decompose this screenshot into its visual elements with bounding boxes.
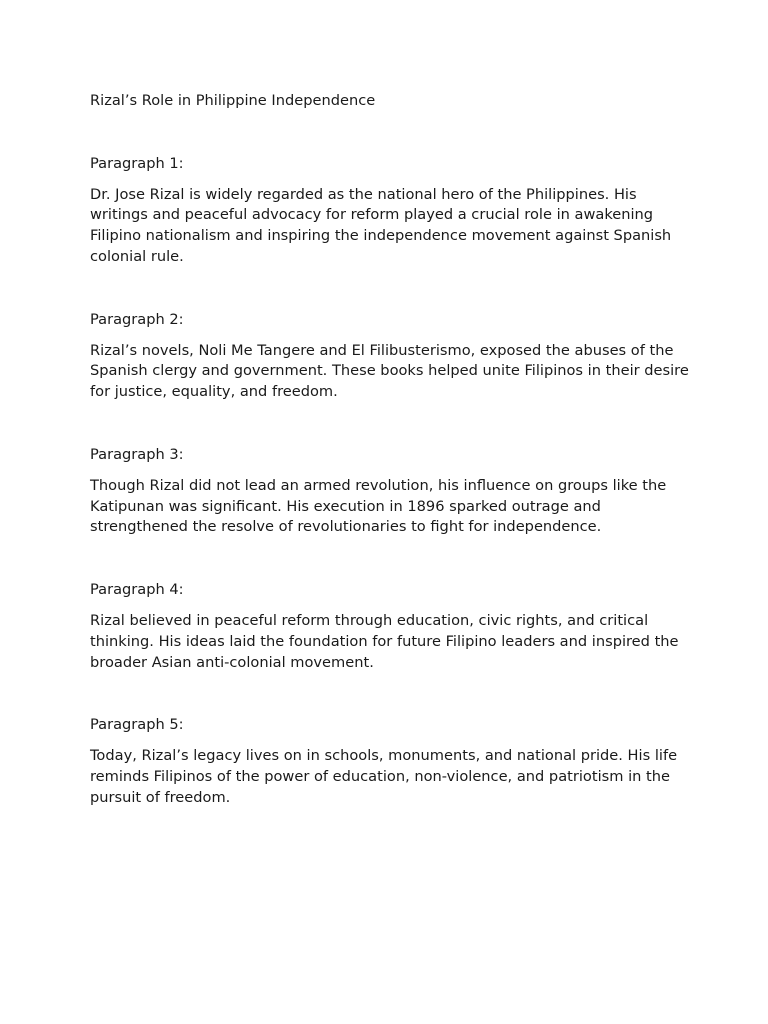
section-text: Rizal’s novels, Noli Me Tangere and El Filibusterismo, exposed the abuses of the Spanish clergy and government. These books helped unite Filipinos in their desire for justice, equality, and freedom. (90, 341, 689, 401)
section-heading: Paragraph 4: (90, 581, 184, 599)
document-title: Rizal’s Role in Philippine Independence (90, 92, 376, 109)
section-paragraph-2 (90, 310, 690, 403)
section-heading: Paragraph 1: (90, 154, 184, 172)
document-body (90, 91, 690, 809)
section-heading: Paragraph 2: (90, 310, 184, 328)
section-text: Though Rizal did not lead an armed revolution, his influence on groups like the Katipunan was significant. His execution in 1896 sparked outrage and strengthened the resolve of revolutionaries to fight for independence. (90, 476, 667, 536)
section-text: Rizal believed in peaceful reform through education, civic rights, and critical thinking. His ideas laid the foundation for future Filipino leaders and inspired the broader Asian anti-colonial movement. (90, 611, 679, 671)
section-paragraph-3 (90, 445, 690, 538)
section-heading: Paragraph 3: (90, 445, 184, 463)
section-heading: Paragraph 5: (90, 716, 184, 734)
section-text: Dr. Jose Rizal is widely regarded as the national hero of the Philippines. His writings and peaceful advocacy for reform played a crucial role in awakening Filipino nationalism and inspiring the independence movement against Spanish colonial rule. (90, 185, 672, 265)
section-paragraph-1 (90, 154, 690, 268)
section-text: Today, Rizal’s legacy lives on in schools, monuments, and national pride. His life reminds Filipinos of the power of education, non-violence, and patriotism in the pursuit of freedom. (90, 747, 678, 806)
section-paragraph-4 (90, 580, 690, 673)
section-paragraph-5 (90, 715, 690, 808)
